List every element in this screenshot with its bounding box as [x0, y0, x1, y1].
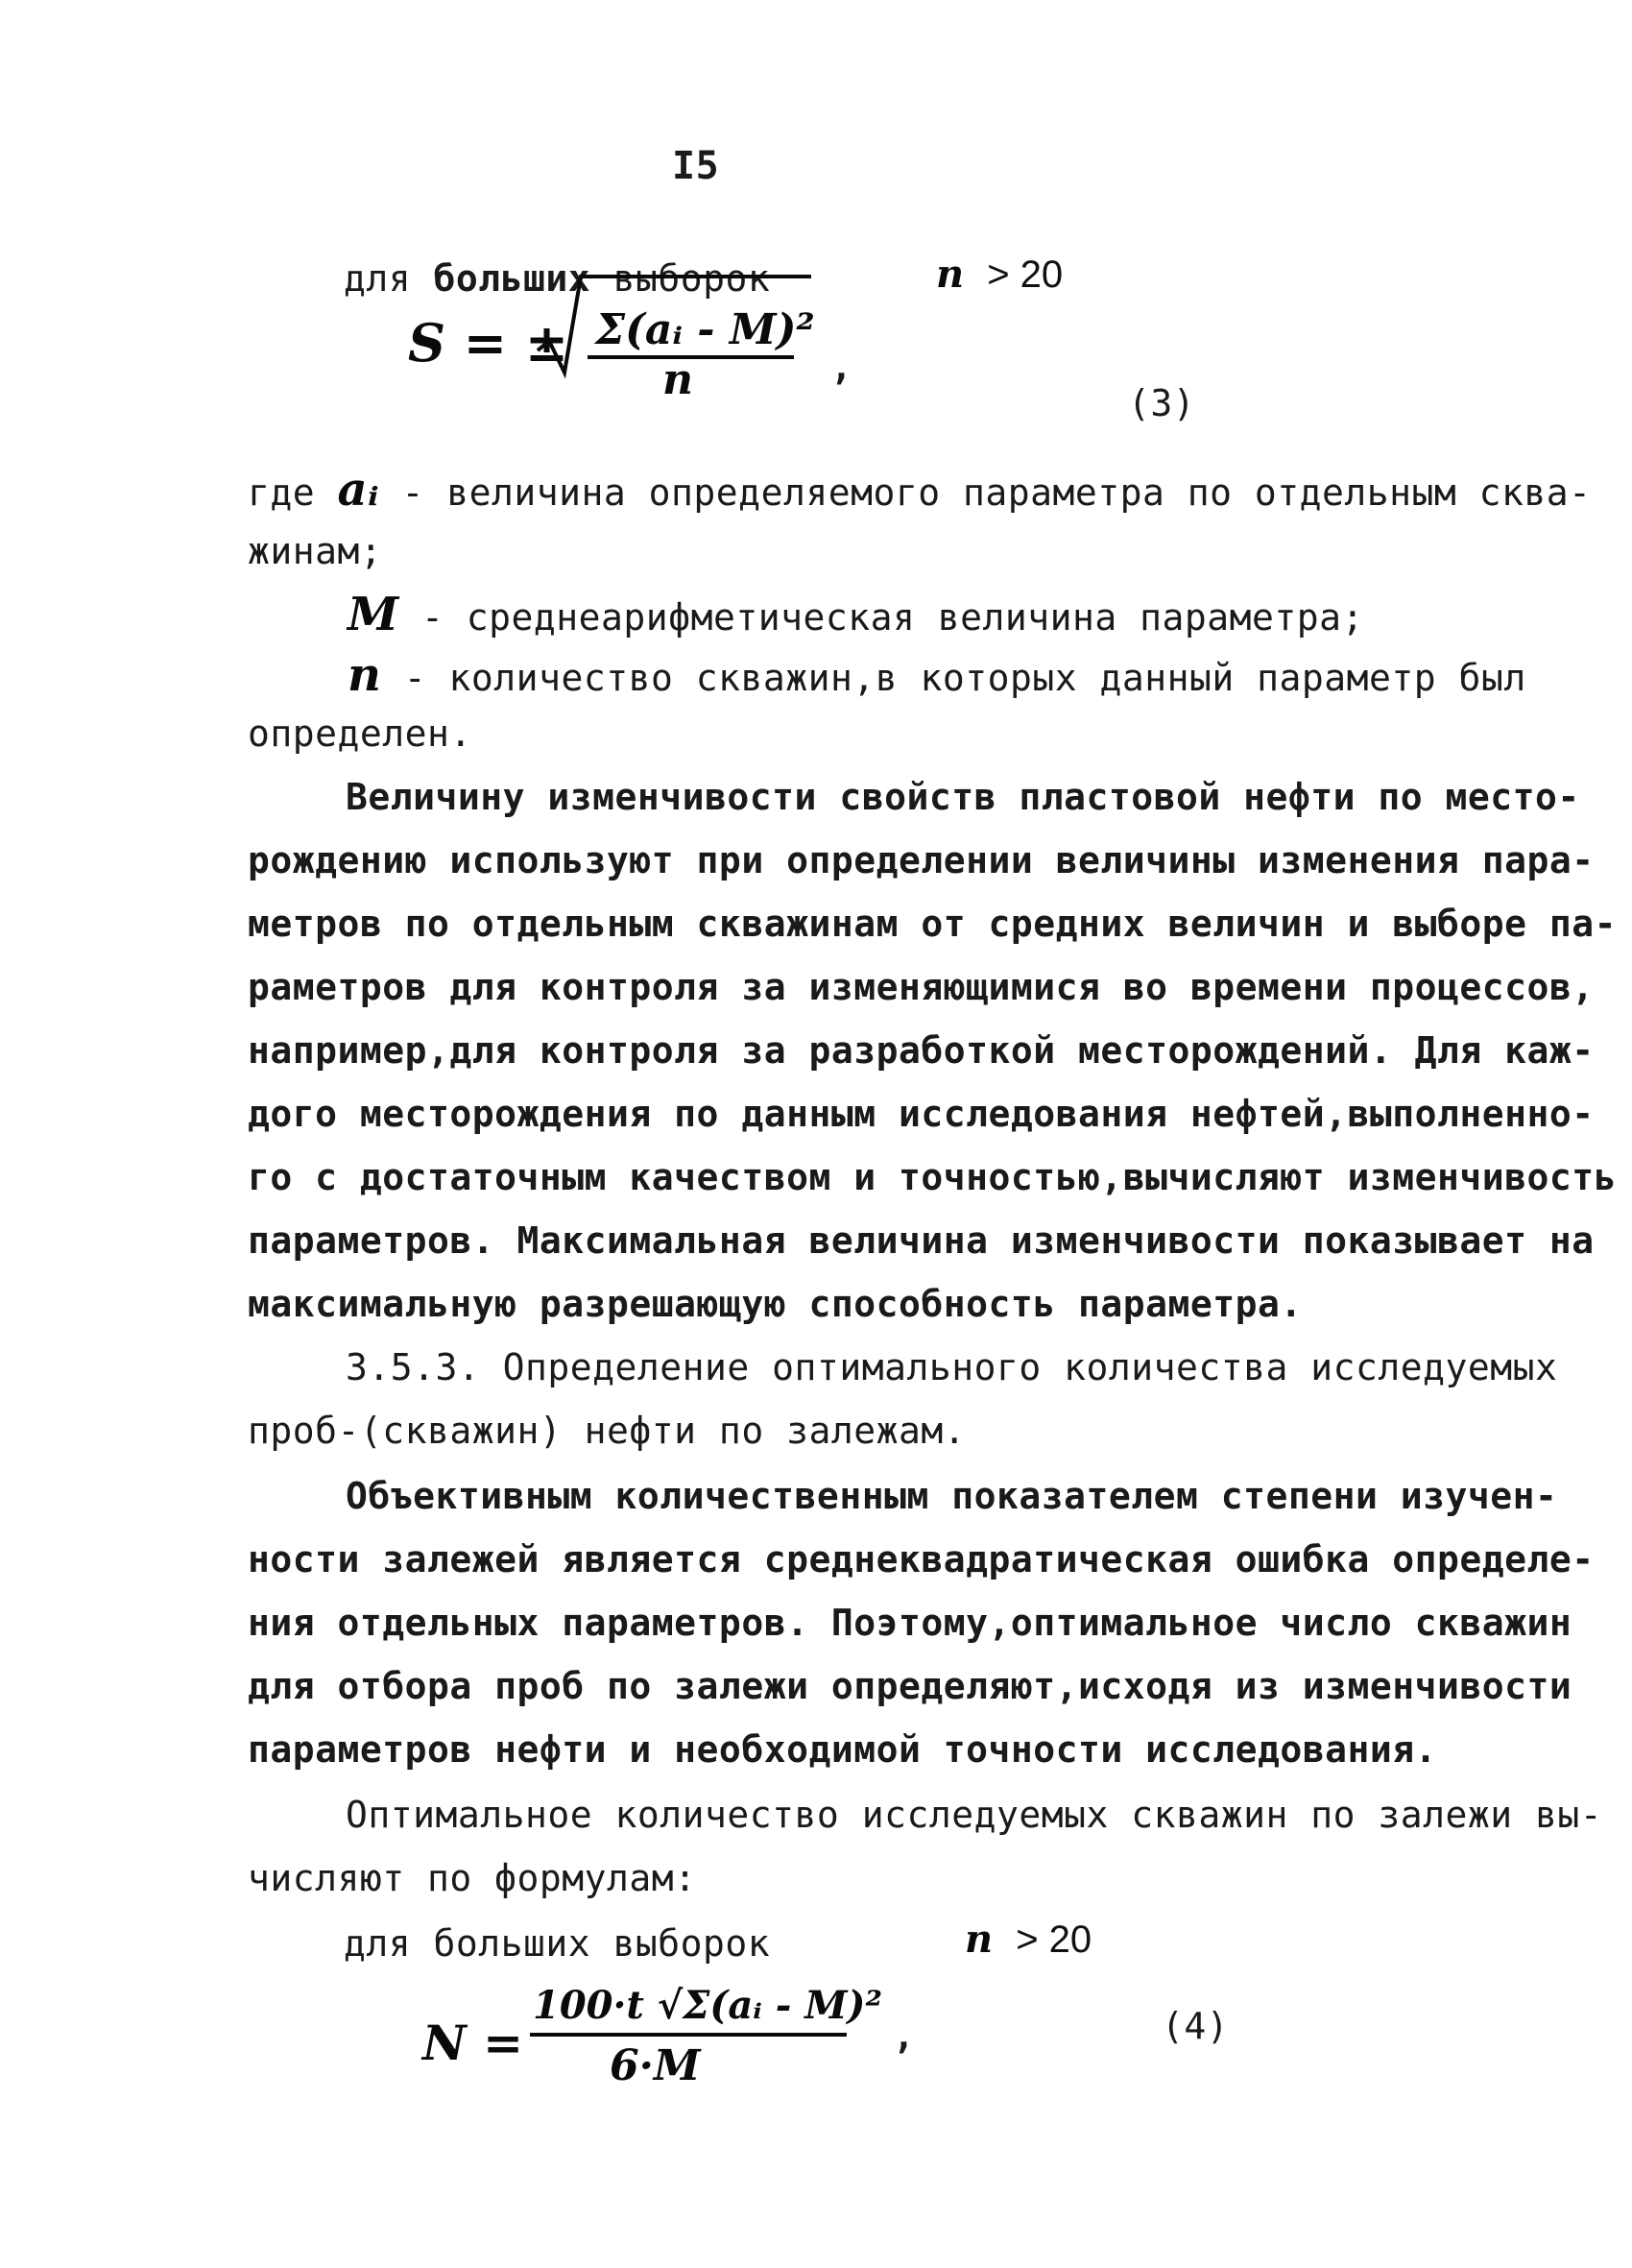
text-line: параметров. Максимальная величина изменчивости показывает на	[248, 1219, 1595, 1262]
text-line: ности залежей является среднеквадратическая ошибка определе-	[248, 1538, 1595, 1580]
text-line: параметров нефти и необходимой точности исследования.	[248, 1728, 1438, 1771]
formula-3-numerator: Σ(aᵢ - M)²	[595, 305, 815, 354]
condition-n-symbol-2: n	[965, 1917, 994, 1962]
intro-bold-word: больших	[433, 257, 591, 300]
formula-4-comma: ,	[893, 2015, 916, 2057]
condition-n-gt-20-2	[965, 1917, 1092, 1962]
formula-4-numerator: 100·t √Σ(aᵢ - M)²	[533, 1983, 882, 2028]
definition-ai-continued: жинам;	[248, 530, 383, 572]
formula-4-number: (4)	[1162, 2005, 1230, 2047]
definition-n	[348, 648, 1526, 702]
formula-4-denominator: 6·M	[610, 2041, 701, 2090]
text-line: рождению используют при определении величины изменения пара-	[248, 839, 1595, 881]
definition-m-text: - среднеарифметическая величина параметра;	[421, 596, 1364, 639]
intro-large-samples-2: для больших выборок	[344, 1922, 771, 1965]
definition-n-text: - количество скважин,в которых данный параметр был	[403, 657, 1526, 699]
definition-ai-text: - величина определяемого параметра по отдельным сква-	[401, 471, 1592, 514]
condition-value: > 20	[987, 253, 1064, 296]
formula-3-comma: ,	[830, 346, 853, 388]
intro-prefix: для	[344, 257, 412, 300]
definition-m	[348, 588, 1364, 641]
definition-n-continued: определен.	[248, 712, 472, 755]
definition-ai	[248, 463, 1592, 517]
formula-3-lhs: S = ±	[408, 312, 569, 374]
condition-n-symbol: n	[936, 252, 965, 297]
text-line: Объективным количественным показателем степени изучен-	[346, 1475, 1558, 1517]
text-line: максимальную разрешающую способность параметра.	[248, 1283, 1303, 1325]
page-number: I5	[672, 144, 720, 188]
formula-3-denominator: n	[662, 355, 693, 404]
text-line: числяют по формулам:	[248, 1857, 697, 1899]
formula-4-lhs: N =	[422, 2015, 524, 2071]
formula-3-number: (3)	[1128, 382, 1196, 424]
condition-value-2: > 20	[1016, 1918, 1092, 1961]
text-line: проб-(скважин) нефти по залежам.	[248, 1410, 967, 1452]
text-line: раметров для контроля за изменяющимися во времени процессов,	[248, 966, 1595, 1008]
text-line: Величину изменчивости свойств пластовой нефти по место-	[346, 776, 1580, 818]
formula-4-fraction-bar	[530, 2033, 847, 2037]
symbol-ai: aᵢ	[337, 463, 380, 517]
definitions-lead: где	[248, 471, 316, 514]
condition-n-gt-20	[936, 252, 1063, 297]
text-line: например,для контроля за разработкой месторождений. Для каж-	[248, 1029, 1595, 1072]
symbol-m: M	[348, 588, 399, 641]
symbol-n: n	[348, 648, 382, 702]
text-line: дого месторождения по данным исследования нефтей,выполненно-	[248, 1093, 1595, 1135]
text-line: ния отдельных параметров. Поэтому,оптимальное число скважин	[248, 1602, 1572, 1644]
intro-suffix: выборок	[612, 257, 771, 300]
text-line: метров по отдельным скважинам от средних величин и выборе па-	[248, 903, 1618, 945]
text-line: для отбора проб по залежи определяют,исходя из изменчивости	[248, 1665, 1572, 1707]
text-line: го с достаточным качеством и точностью,вычисляют изменчивость	[248, 1156, 1618, 1198]
text-line: Оптимальное количество исследуемых скважин по залежи вы-	[346, 1794, 1603, 1836]
text-line: 3.5.3. Определение оптимального количества исследуемых	[346, 1346, 1558, 1388]
